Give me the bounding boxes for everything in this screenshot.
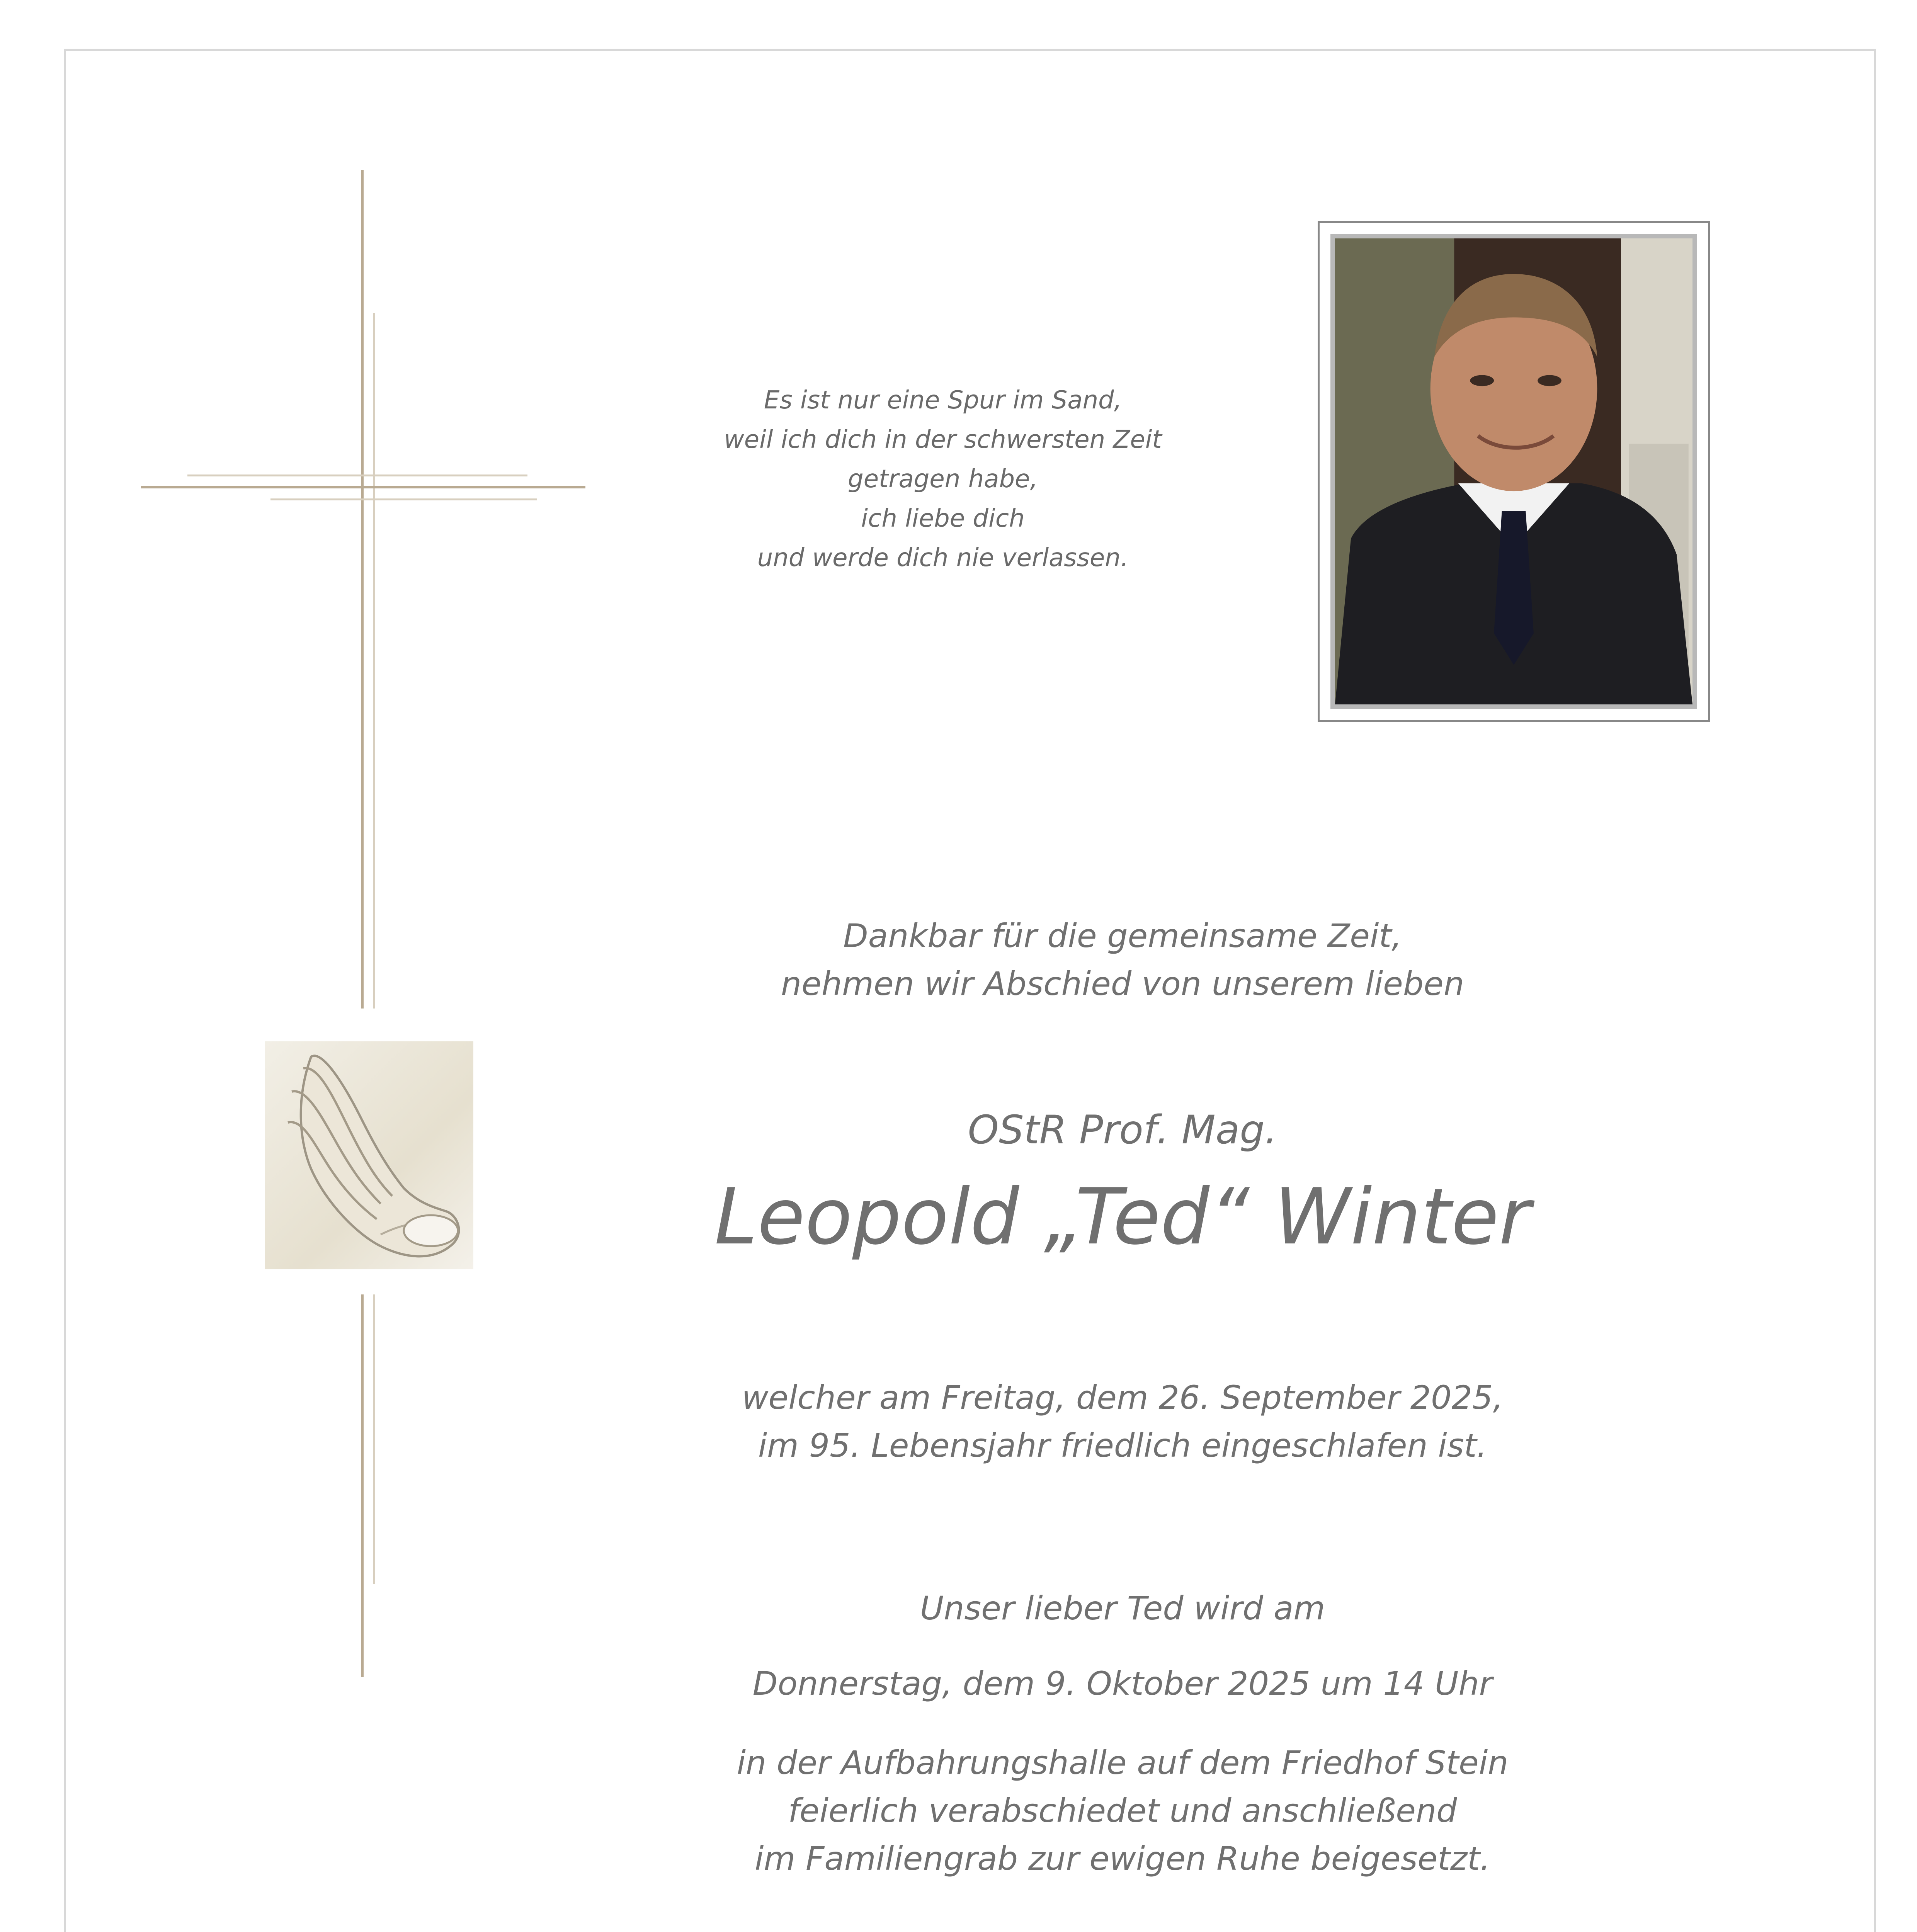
funeral-line: feierlich verabschiedet und anschließend — [788, 1792, 1457, 1830]
funeral-line: im Familiengrab zur ewigen Ruhe beigesetzt. — [755, 1840, 1490, 1878]
quote-line: ich liebe dich — [861, 504, 1025, 533]
quote-line: weil ich dich in der schwersten Zeit — [724, 425, 1162, 454]
death-notice — [699, 1374, 1546, 1469]
intro-line: Dankbar für die gemeinsame Zeit, — [843, 917, 1402, 955]
intro-text — [738, 912, 1507, 1008]
death-line: welcher am Freitag, dem 26. September 2025, — [742, 1379, 1504, 1417]
funeral-line: in der Aufbahrungshalle auf dem Friedhof Stein — [737, 1744, 1509, 1782]
quote-line: und werde dich nie verlassen. — [757, 544, 1129, 572]
praying-hands-icon — [265, 1041, 473, 1269]
intro-line: nehmen wir Abschied von unserem lieben — [781, 965, 1465, 1003]
quote-line: getragen habe, — [848, 465, 1038, 493]
quote-line: Es ist nur eine Spur im Sand, — [764, 386, 1122, 415]
deceased-name: Leopold „Ted“ Winter — [714, 1172, 1531, 1262]
death-line: im 95. Lebensjahr friedlich eingeschlafen ist. — [758, 1427, 1487, 1464]
funeral-details — [699, 1739, 1546, 1883]
deceased-title: OStR Prof. Mag. — [968, 1107, 1277, 1153]
bible-quote — [672, 381, 1213, 578]
funeral-date: Donnerstag, dem 9. Oktober 2025 um 14 Uhr — [752, 1665, 1493, 1702]
funeral-intro: Unser lieber Ted wird am — [920, 1589, 1325, 1627]
portrait-photo — [1318, 221, 1710, 722]
